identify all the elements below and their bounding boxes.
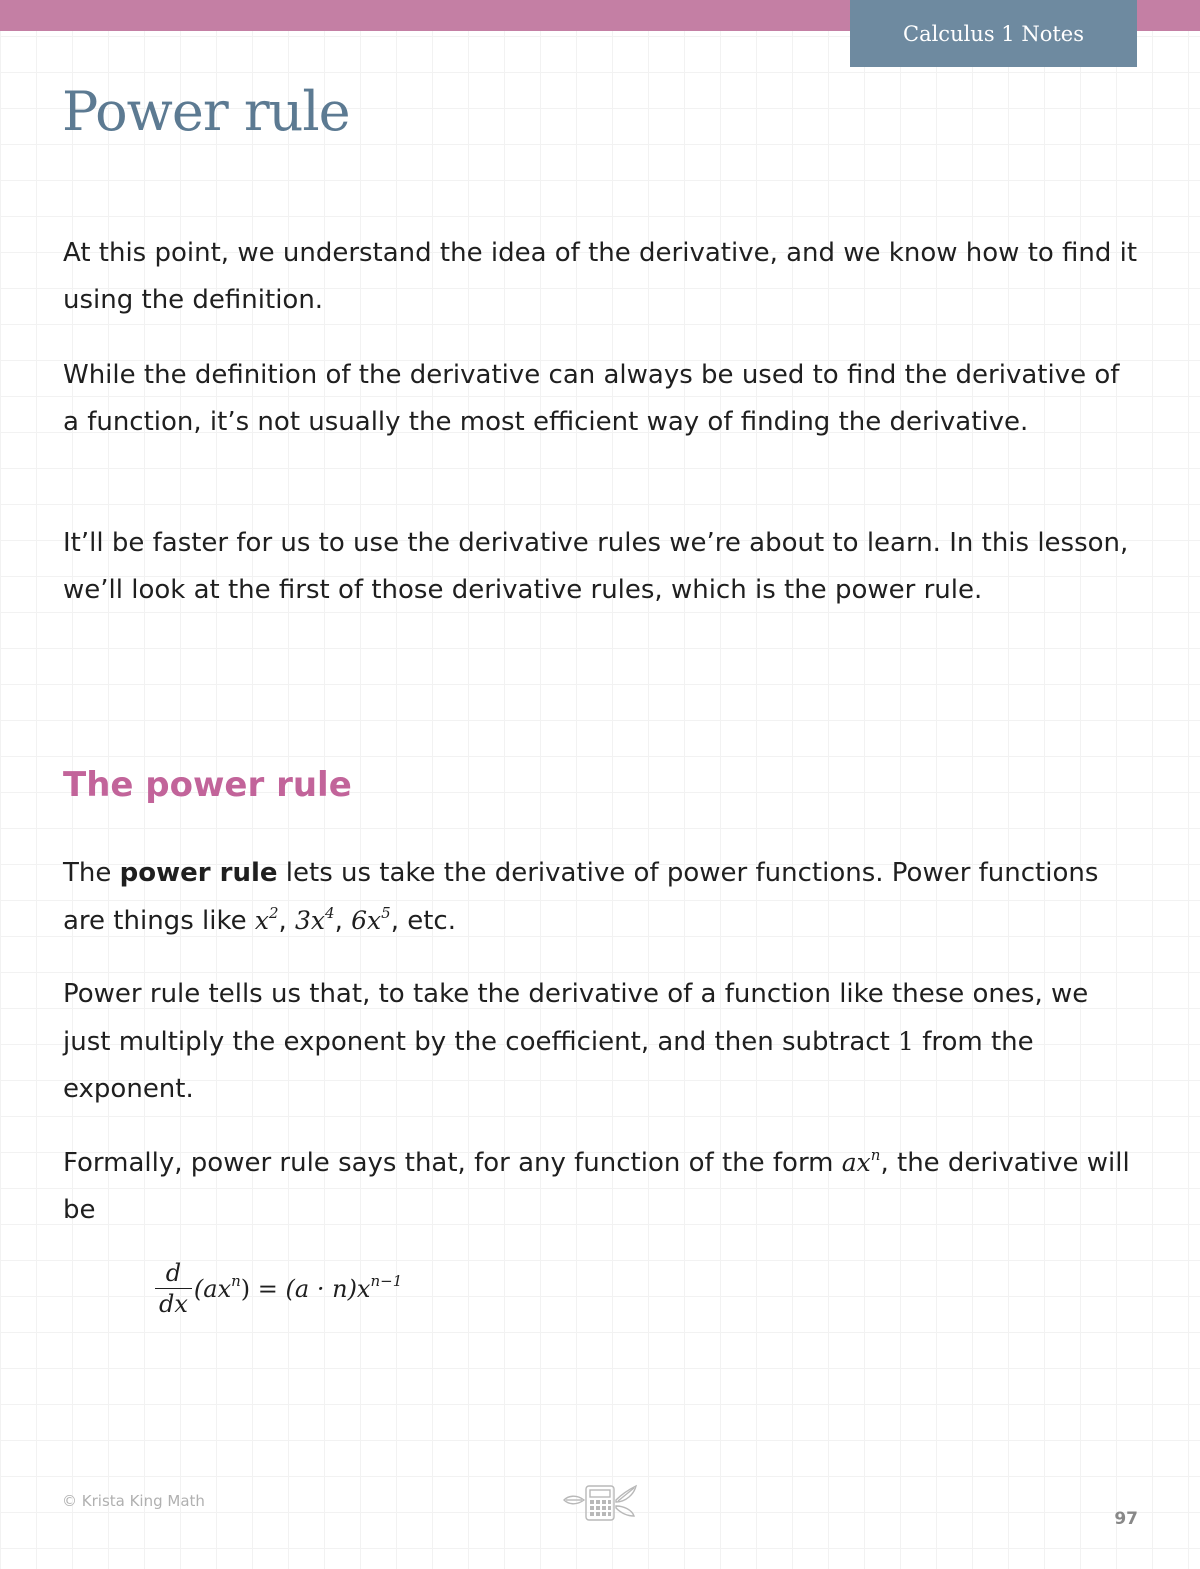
example-3x-fourth: [295, 906, 335, 935]
power-rule-term: power rule: [119, 858, 278, 888]
math-one: 1: [898, 1027, 914, 1056]
text-run: from the exponent.: [63, 1027, 1034, 1104]
notes-header-tab: [850, 0, 1137, 67]
section-heading: The power rule: [63, 765, 352, 805]
copyright-text: © Krista King Math: [62, 1492, 205, 1510]
formula-rhs: [285, 1271, 403, 1303]
notes-header-label: Calculus 1 Notes: [903, 21, 1084, 46]
intro-paragraph-1: At this point, we understand the idea of the derivative, and we know how to find it using the definition.: [63, 238, 1138, 315]
math-base: 3x: [295, 906, 326, 935]
fraction-numerator: d: [165, 1259, 182, 1287]
page-title: Power rule: [62, 80, 350, 143]
example-x-squared: [255, 906, 279, 935]
math-exponent: n: [870, 1146, 881, 1164]
math-exponent: 5: [381, 904, 391, 922]
intro-paragraph-3: It’ll be faster for us to use the derivative rules we’re about to learn. In this lesson, we’ll look at the first of those derivative rules, which is the power rule.: [63, 528, 1129, 605]
derivative-operator: [155, 1258, 192, 1319]
text-run: , the derivative will be: [63, 1148, 1130, 1225]
equals-sign: =: [250, 1274, 286, 1303]
formula-rhs-text: (a · n)x: [285, 1274, 371, 1303]
math-base: x: [254, 906, 269, 935]
text-run: lets us take the derivative of power functions. Power functions are things like: [63, 858, 1099, 936]
math-exponent: 2: [268, 904, 279, 922]
power-rule-paragraph-1: [63, 850, 1138, 945]
math-base: 6x: [351, 906, 382, 935]
text-run: Formally, power rule says that, for any function of the form: [63, 1148, 842, 1178]
function-form: [842, 1148, 881, 1177]
example-6x-fifth: [351, 906, 391, 935]
formula-lhs: [193, 1271, 251, 1303]
power-rule-formula: [155, 1258, 402, 1319]
formula-lhs-text: (ax: [193, 1274, 232, 1303]
math-exponent: 4: [325, 904, 335, 922]
text-run: ,: [278, 906, 296, 936]
text-run: The: [63, 858, 120, 888]
math-exponent: n−1: [370, 1271, 403, 1290]
power-rule-paragraph-2: [63, 971, 1138, 1113]
intro-paragraph-2: While the definition of the derivative can always be used to find the derivative of a function, it’s not usually the most efficient way of finding the derivative.: [63, 360, 1120, 437]
text-run: Power rule tells us that, to take the derivative of a function like these ones, we just multiply the exponent by the coefficient, and then subtract: [63, 979, 1089, 1057]
page-number: 97: [1114, 1509, 1138, 1529]
power-rule-paragraph-3: [63, 1139, 1138, 1234]
math-exponent: n: [231, 1271, 241, 1290]
formula-paren: ): [240, 1274, 251, 1303]
fraction-denominator: dx: [155, 1288, 192, 1319]
text-run: ,: [334, 906, 352, 936]
math-base: ax: [841, 1148, 871, 1177]
text-run: , etc.: [390, 906, 456, 936]
calculator-icon: [562, 1480, 638, 1522]
